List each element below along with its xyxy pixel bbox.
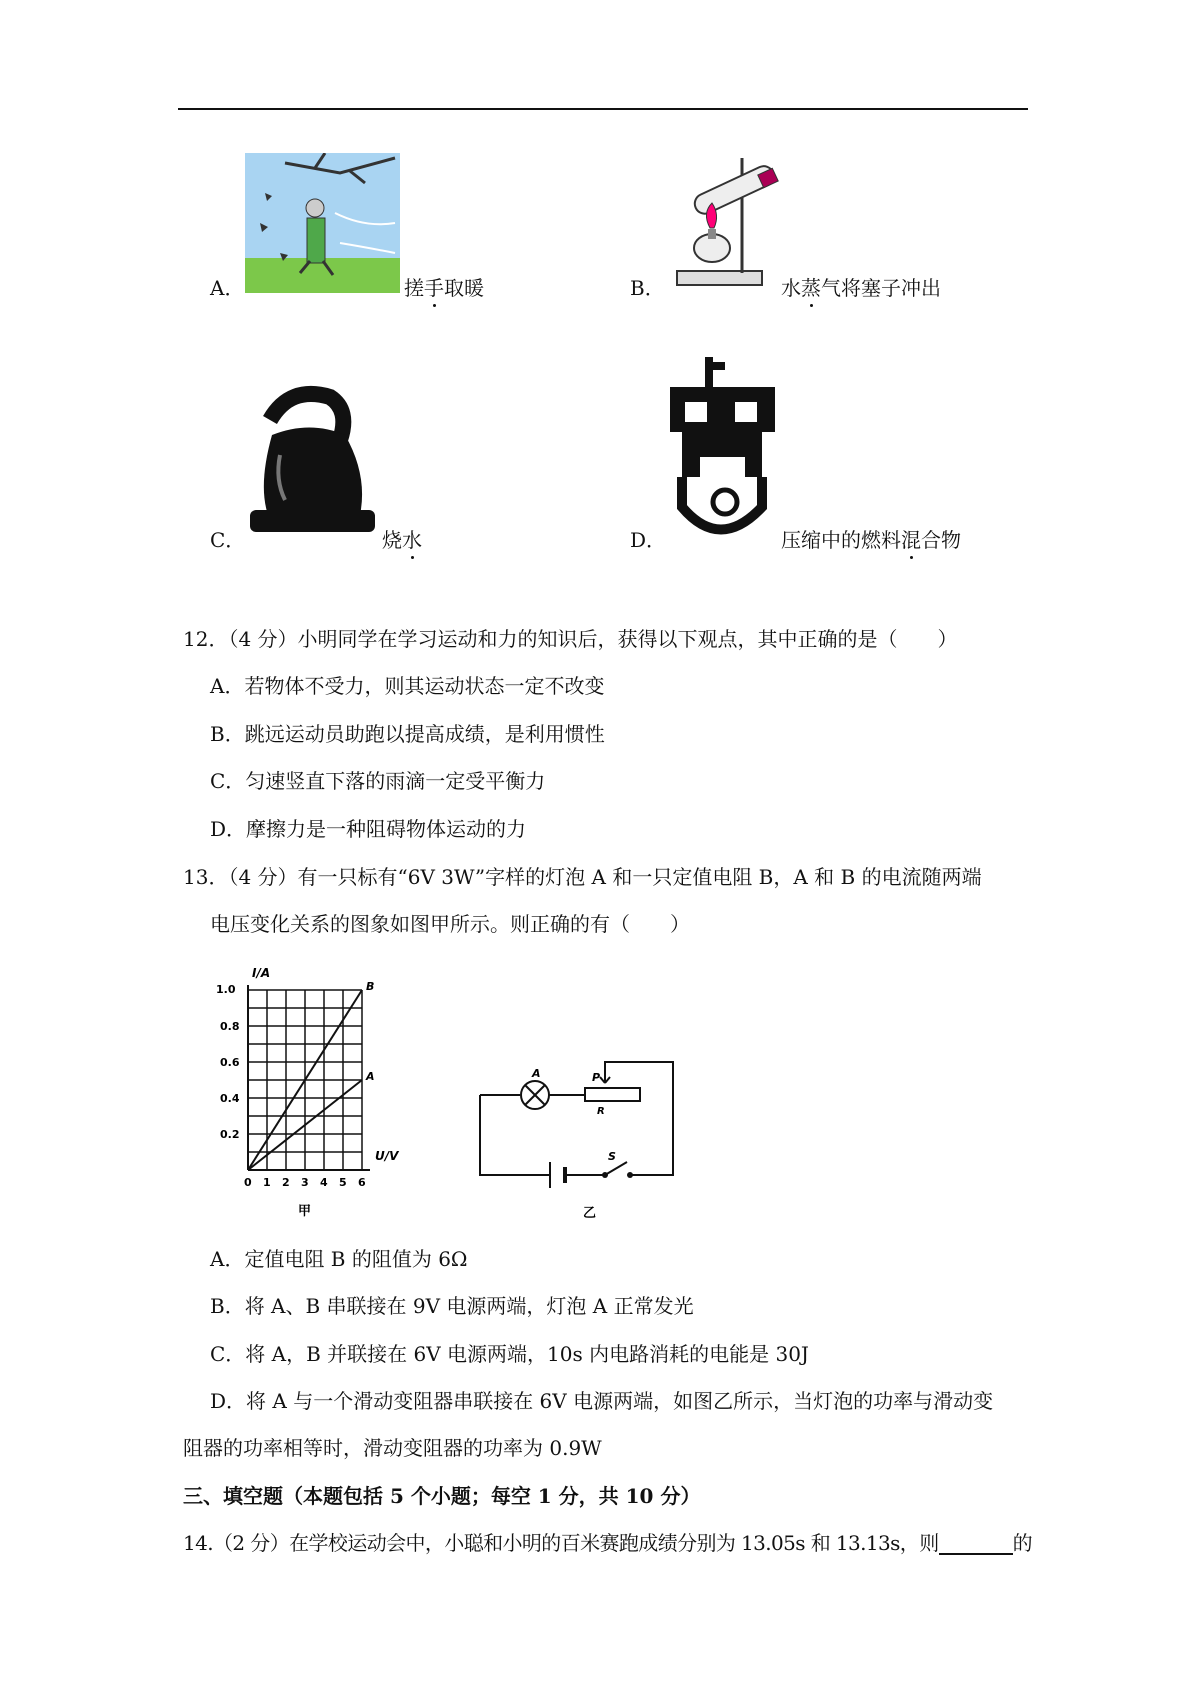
q11-option-b-letter: B．	[630, 276, 665, 300]
ytick-0.2: 0.2	[220, 1128, 240, 1141]
line-a-label: A	[366, 1070, 375, 1083]
xtick-2: 2	[282, 1176, 290, 1189]
iu-graph	[210, 955, 410, 1225]
graph-ylabel: I/A	[252, 966, 271, 980]
q14-answer-blank[interactable]	[939, 1533, 1013, 1555]
circuit-caption: 乙	[583, 1206, 597, 1220]
switch-symbol	[605, 1162, 627, 1175]
ytick-0.6: 0.6	[220, 1056, 240, 1069]
graph-caption: 甲	[298, 1204, 312, 1219]
circuit-diagram	[475, 1050, 695, 1220]
q12-option-c: C．匀速竖直下落的雨滴一定受平衡力	[210, 769, 546, 793]
q13-option-d-continued: 阻器的功率相等时，滑动变阻器的功率为 0.9W	[183, 1436, 602, 1460]
q11-option-d-text: 压缩中的燃料混合物	[781, 528, 961, 552]
graph-xlabel: U/V	[375, 1149, 399, 1163]
top-rule	[178, 108, 1028, 110]
q11-option-a-text: 搓手取暖	[404, 276, 484, 300]
q13-stem-line2: 电压变化关系的图象如图甲所示。则正确的有（ ）	[210, 912, 690, 936]
q13-option-b: B．将 A、B 串联接在 9V 电源两端，灯泡 A 正常发光	[210, 1294, 694, 1318]
switch-label: S	[608, 1150, 616, 1163]
q13-option-c: C．将 A，B 并联接在 6V 电源两端，10s 内电路消耗的电能是 30J	[210, 1342, 809, 1366]
section-heading: 三、填空题（本题包括 5 个小题；每空 1 分，共 10 分）	[183, 1484, 701, 1508]
xtick-0: 0	[244, 1176, 252, 1189]
q12-option-a: A．若物体不受力，则其运动状态一定不改变	[210, 674, 605, 698]
q13-stem-line1: 13．（4 分）有一只标有“6V 3W”字样的灯泡 A 和一只定值电阻 B，A 和 B 的电流随两端	[183, 865, 982, 889]
q12-option-b: B．跳远运动员助跑以提高成绩，是利用惯性	[210, 722, 605, 746]
ytick-1.0: 1.0	[216, 983, 236, 996]
rheostat-label: R	[597, 1106, 605, 1117]
rheostat-symbol	[585, 1088, 640, 1101]
q12-option-d: D．摩擦力是一种阻碍物体运动的力	[210, 817, 527, 841]
xtick-6: 6	[358, 1176, 366, 1189]
q13-option-d: D．将 A 与一个滑动变阻器串联接在 6V 电源两端，如图乙所示，当灯泡的功率与滑动变	[210, 1389, 994, 1413]
q12-stem: 12．（4 分）小明同学在学习运动和力的知识后，获得以下观点，其中正确的是（ ）	[183, 627, 958, 651]
engine-cylinder-illustration	[670, 357, 780, 542]
q13-option-a: A．定值电阻 B 的阻值为 6Ω	[210, 1247, 468, 1271]
q11-option-c-letter: C．	[210, 528, 246, 552]
test-tube-stand-illustration	[672, 153, 787, 293]
xtick-3: 3	[301, 1176, 309, 1189]
xtick-1: 1	[263, 1176, 271, 1189]
q14-stem: 14.（2 分）在学校运动会中，小聪和小明的百米赛跑成绩分别为 13.05s 和 13.13s，则 的	[183, 1531, 1033, 1555]
q11-option-a-letter: A．	[210, 276, 245, 300]
ytick-0.8: 0.8	[220, 1020, 240, 1033]
q11-option-d-letter: D．	[630, 528, 667, 552]
line-b-label: B	[366, 980, 375, 993]
slider-label: P	[592, 1071, 601, 1084]
lamp-label: A	[532, 1067, 541, 1080]
q11-option-c-text: 烧水	[382, 528, 422, 552]
xtick-4: 4	[320, 1176, 328, 1189]
rubbing-hands-illustration	[245, 153, 400, 293]
q11-option-b-text: 水蒸气将塞子冲出	[781, 276, 941, 300]
xtick-5: 5	[339, 1176, 347, 1189]
kettle-illustration	[250, 385, 375, 535]
ytick-0.4: 0.4	[220, 1092, 240, 1105]
